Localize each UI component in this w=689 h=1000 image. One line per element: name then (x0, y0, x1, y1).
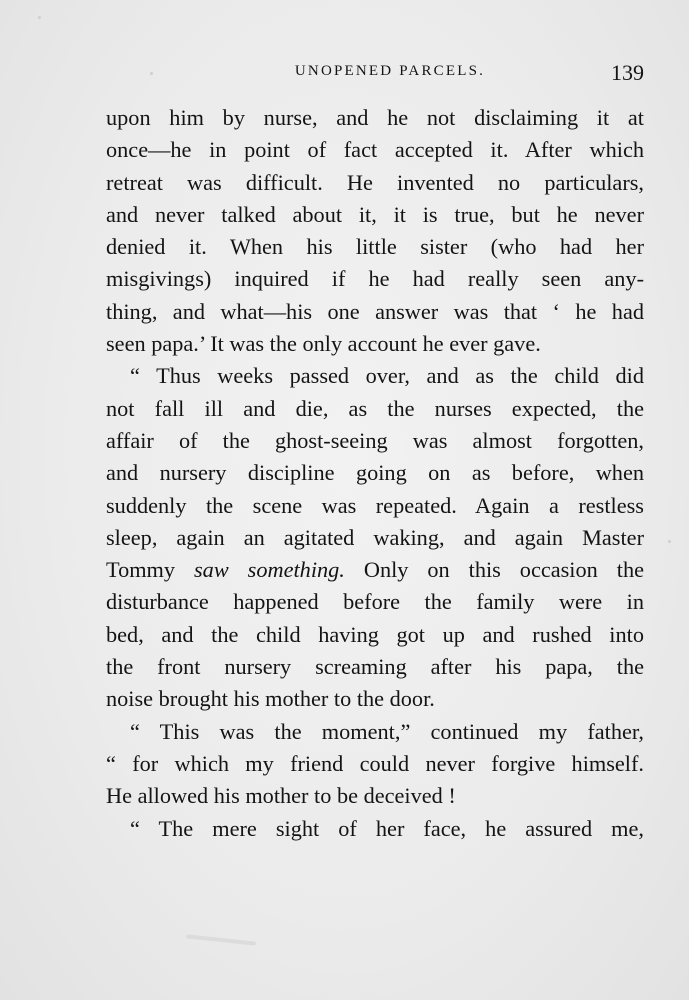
text-line: sleep, again an agitated waking, and again Master (106, 524, 644, 550)
paper-mark (186, 934, 256, 945)
text-line: thing, and what—his one answer was that ‘ he had (106, 298, 644, 324)
text-line: affair of the ghost-seeing was almost forgotten, (106, 427, 644, 453)
text-line: noise brought his mother to the door. (106, 686, 435, 712)
paper-speck (668, 540, 671, 543)
text-line: “ for which my friend could never forgive himself. (106, 750, 644, 776)
text-line: He allowed his mother to be deceived ! (106, 783, 456, 809)
text-line: denied it. When his little sister (who had her (106, 234, 644, 260)
text-line: the front nursery screaming after his papa, the (106, 654, 644, 680)
paper-speck (38, 16, 41, 19)
running-head-title: UNOPENED PARCELS. (294, 63, 486, 79)
text-line: not fall ill and die, as the nurses expected, the (106, 395, 644, 421)
text-line: once—he in point of fact accepted it. After which (106, 137, 644, 163)
page-number: 139 (611, 60, 644, 85)
body-text (106, 102, 644, 845)
text-line: seen papa.’ It was the only account he ever gave. (106, 331, 541, 357)
text-line: disturbance happened before the family were in (106, 589, 644, 615)
italic-text: saw something. (194, 557, 345, 583)
running-head (106, 60, 644, 88)
text-line: suddenly the scene was repeated. Again a restless (106, 492, 644, 518)
text-line: and never talked about it, it is true, but he never (106, 201, 644, 227)
text-segment: Tommy (106, 557, 194, 583)
text-line: “ The mere sight of her face, he assured me, (130, 815, 644, 841)
text-line: upon him by nurse, and he not disclaiming it at (106, 105, 644, 130)
text-line: bed, and the child having got up and rushed into (106, 621, 644, 647)
text-line: “ Thus weeks passed over, and as the child did (130, 363, 644, 389)
text-line: retreat was difficult. He invented no particulars, (106, 169, 644, 195)
text-line: and nursery discipline going on as before, when (106, 460, 644, 486)
text-line: misgivings) inquired if he had really seen any- (106, 266, 644, 292)
text-segment: Only on this occasion the (344, 557, 644, 583)
text-line: “ This was the moment,” continued my father, (130, 718, 644, 744)
text-line (106, 554, 644, 586)
